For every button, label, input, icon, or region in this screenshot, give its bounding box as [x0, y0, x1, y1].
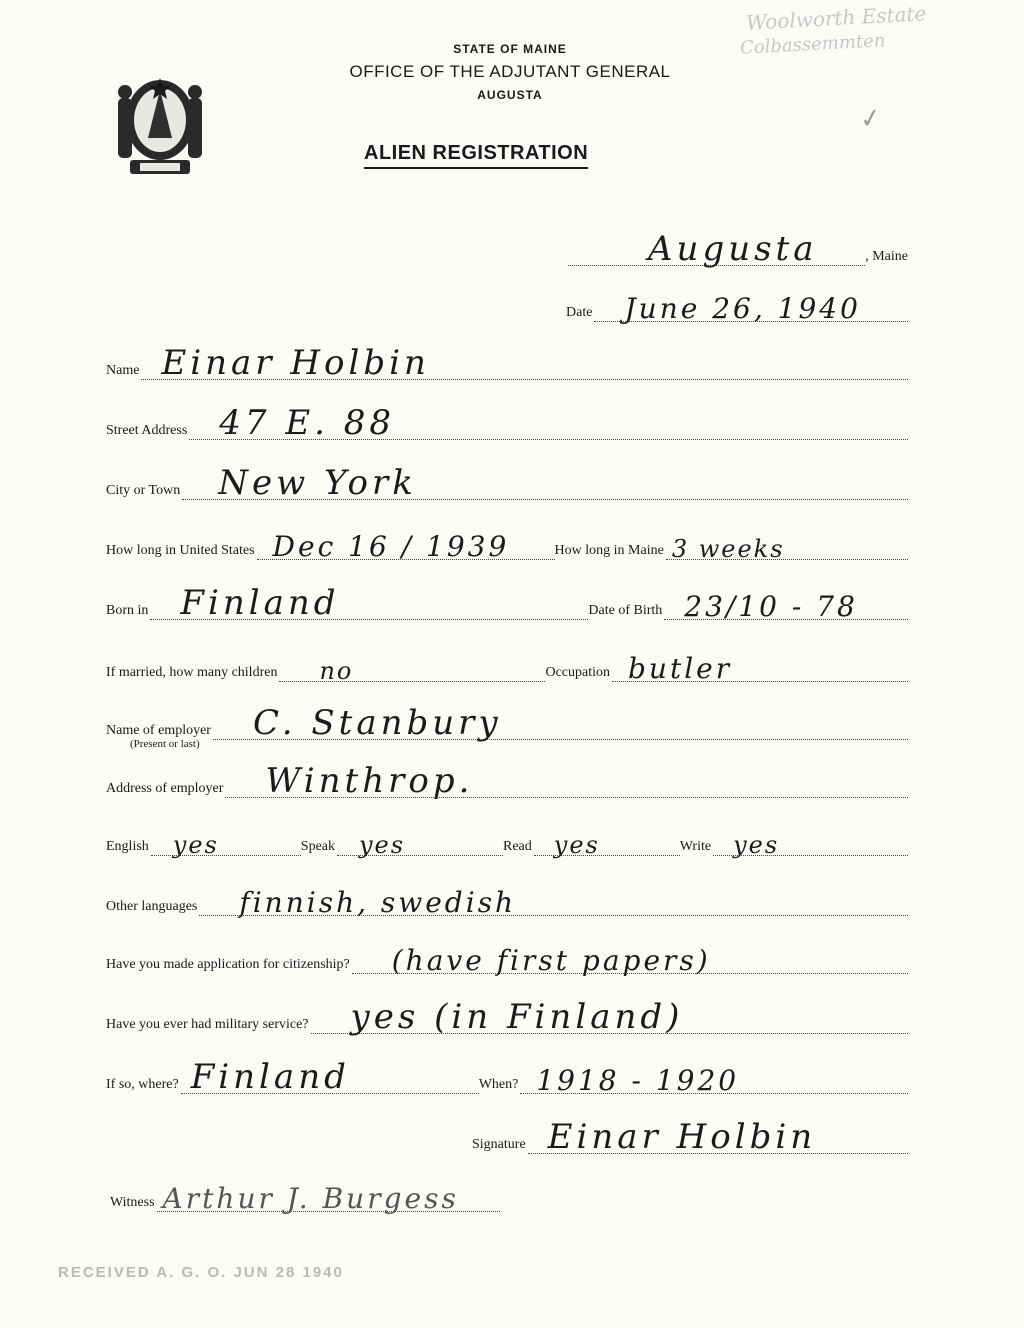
military-row — [106, 994, 908, 1037]
signature-row — [472, 1114, 908, 1157]
witness-field — [157, 1171, 500, 1215]
maine-duration-field — [666, 519, 908, 563]
place-suffix: , Maine — [865, 249, 908, 264]
dob-field — [664, 579, 908, 623]
employer-address-row — [106, 758, 908, 801]
english-field — [151, 815, 301, 859]
place-value: Augusta — [648, 229, 818, 269]
children-value: no — [319, 657, 354, 685]
city-label: City or Town — [106, 483, 181, 498]
check-mark-icon: ✓ — [857, 102, 885, 135]
employer-address-value: Winthrop. — [265, 761, 474, 801]
employer-sublabel: (Present or last) — [130, 738, 200, 750]
other-languages-value: finnish, swedish — [239, 886, 517, 919]
when-label: When? — [478, 1077, 519, 1092]
employer-label: Name of employer — [106, 723, 211, 738]
service-row — [106, 1054, 908, 1097]
us-duration-value: Dec 16 / 1939 — [272, 530, 510, 563]
employer-address-field — [225, 757, 908, 801]
date-field — [594, 281, 908, 325]
other-languages-field — [199, 875, 908, 919]
read-field — [534, 815, 680, 859]
form-title: ALIEN REGISTRATION — [364, 142, 588, 169]
employer-field — [213, 699, 908, 743]
where-field — [181, 1053, 479, 1097]
date-label: Date — [566, 305, 593, 320]
dob-value: 23/10 - 78 — [684, 590, 858, 623]
street-row — [106, 400, 908, 443]
children-label: If married, how many children — [106, 665, 278, 680]
children-row — [106, 642, 908, 685]
office-heading: OFFICE OF THE ADJUTANT GENERAL — [349, 62, 671, 81]
name-row — [106, 340, 908, 383]
duration-row — [106, 520, 908, 563]
military-label: Have you ever had military service? — [106, 1017, 309, 1032]
citizenship-field — [352, 933, 908, 977]
maine-duration-value: 3 weeks — [671, 535, 785, 563]
born-label: Born in — [106, 603, 149, 618]
dob-label: Date of Birth — [588, 603, 663, 618]
read-value: yes — [553, 831, 600, 859]
date-value: June 26, 1940 — [624, 292, 861, 325]
occupation-label: Occupation — [545, 665, 610, 680]
children-field — [279, 641, 545, 685]
witness-value: Arthur J. Burgess — [162, 1182, 459, 1215]
street-label: Street Address — [106, 423, 188, 438]
citizenship-row — [106, 934, 908, 977]
write-label: Write — [679, 839, 712, 854]
write-field — [713, 815, 908, 859]
received-stamp: RECEIVED A. G. O. JUN 28 1940 — [58, 1264, 344, 1281]
state-heading: STATE OF MAINE — [453, 42, 567, 56]
military-field — [311, 993, 908, 1037]
pencil-annotation-1: Woolworth Estate — [745, 1, 927, 35]
witness-label: Witness — [110, 1195, 155, 1210]
english-value: yes — [172, 831, 219, 859]
pencil-annotation-2: Colbassemmten — [739, 30, 886, 59]
maine-duration-label: How long in Maine — [554, 543, 664, 558]
occupation-field — [612, 641, 908, 685]
city-value: New York — [218, 463, 417, 503]
speak-label: Speak — [300, 839, 335, 854]
birth-row — [106, 580, 908, 623]
when-field — [520, 1053, 908, 1097]
born-value: Finland — [180, 583, 340, 623]
signature-value: Einar Holbin — [547, 1117, 817, 1157]
english-label: English — [106, 839, 149, 854]
where-label: If so, where? — [106, 1077, 179, 1092]
place-row — [566, 226, 908, 269]
city-heading: AUGUSTA — [477, 88, 543, 102]
signature-label: Signature — [472, 1137, 526, 1152]
employer-row — [106, 700, 908, 743]
witness-row — [110, 1172, 500, 1215]
letterhead — [300, 42, 720, 102]
name-field — [141, 339, 908, 383]
write-value: yes — [733, 831, 780, 859]
state-seal-icon — [108, 60, 212, 184]
speak-field — [337, 815, 503, 859]
employer-address-label: Address of employer — [106, 781, 224, 796]
city-field — [182, 459, 908, 503]
when-value: 1918 - 1920 — [536, 1064, 740, 1097]
street-field — [189, 399, 908, 443]
speak-value: yes — [359, 831, 406, 859]
signature-field — [528, 1113, 908, 1157]
us-duration-field — [257, 519, 555, 563]
us-duration-label: How long in United States — [106, 543, 255, 558]
name-label: Name — [106, 363, 140, 378]
employer-value: C. Stanbury — [252, 703, 502, 743]
city-row — [106, 460, 908, 503]
read-label: Read — [503, 839, 532, 854]
street-value: 47 E. 88 — [219, 403, 396, 443]
citizenship-label: Have you made application for citizenship? — [106, 957, 350, 972]
date-row — [566, 282, 908, 325]
other-languages-label: Other languages — [106, 899, 198, 914]
born-field — [150, 579, 588, 623]
occupation-value: butler — [627, 652, 733, 685]
where-value: Finland — [190, 1057, 350, 1097]
citizenship-value: (have first papers) — [391, 944, 711, 977]
name-value: Einar Holbin — [161, 343, 430, 383]
other-languages-row — [106, 876, 908, 919]
english-row — [106, 816, 908, 859]
place-field — [568, 225, 865, 269]
military-value: yes (in Finland) — [350, 997, 684, 1037]
